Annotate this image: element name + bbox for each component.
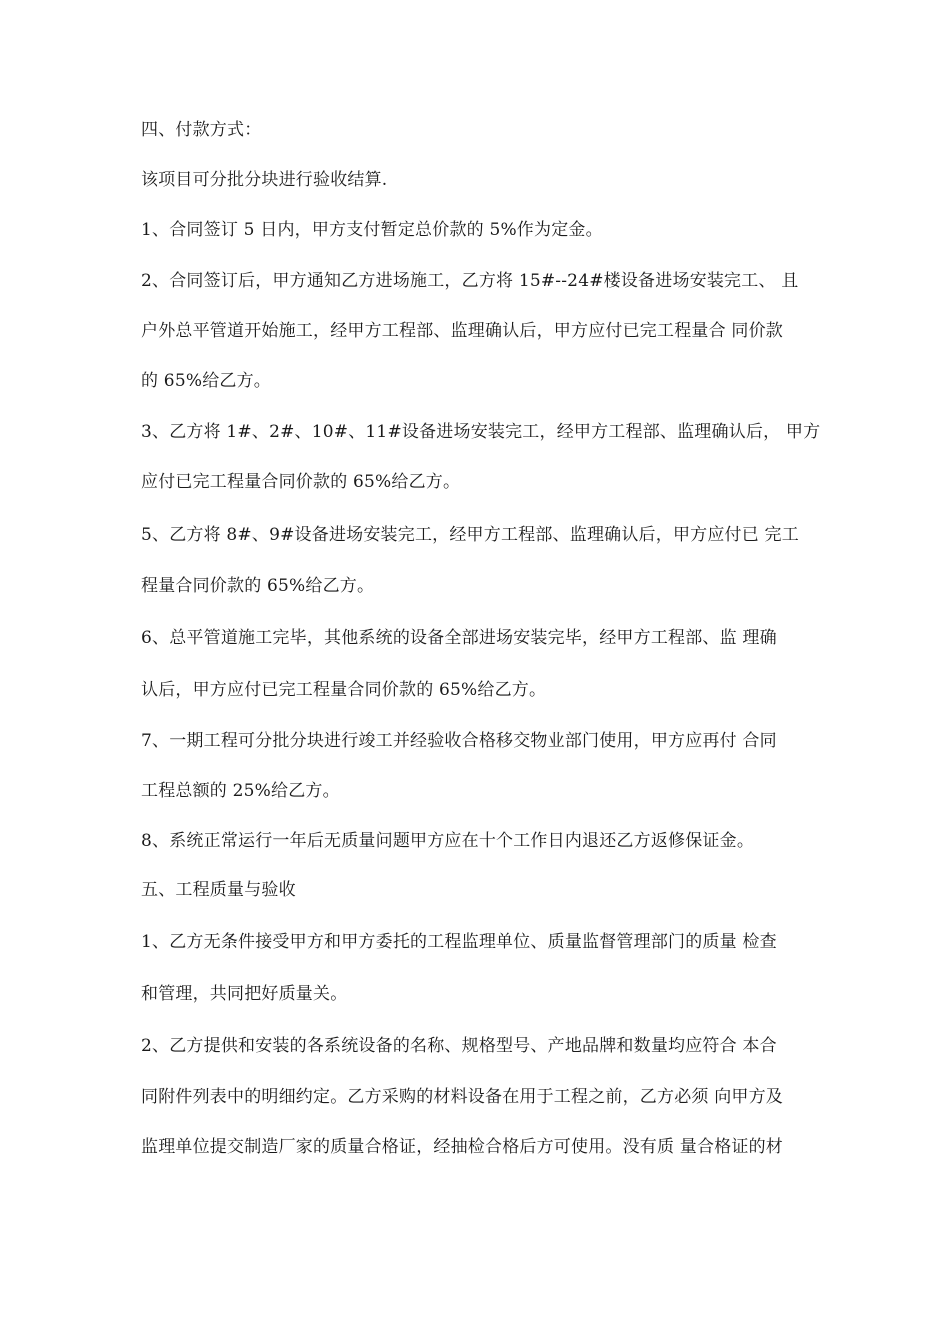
paragraph-line: 7、一期工程可分批分块进行竣工并经验收合格移交物业部门使用，甲方应再付 合同: [141, 731, 777, 751]
paragraph-line: 6、总平管道施工完毕，其他系统的设备全部进场安装完毕，经甲方工程部、监 理确: [141, 628, 777, 648]
paragraph-line: 户外总平管道开始施工，经甲方工程部、监理确认后，甲方应付已完工程量合 同价款: [141, 321, 784, 341]
paragraph-line: 同附件列表中的明细约定。乙方采购的材料设备在用于工程之前，乙方必须 向甲方及: [141, 1087, 784, 1107]
paragraph-line: 8、系统正常运行一年后无质量问题甲方应在十个工作日内退还乙方返修保证金。: [141, 831, 755, 851]
paragraph-line: 应付已完工程量合同价款的 65%给乙方。: [141, 472, 461, 492]
paragraph-line: 2、乙方提供和安装的各系统设备的名称、规格型号、产地品牌和数量均应符合 本合: [141, 1036, 777, 1056]
paragraph-line: 1、乙方无条件接受甲方和甲方委托的工程监理单位、质量监督管理部门的质量 检查: [141, 932, 777, 952]
section-heading-quality: 五、工程质量与验收: [141, 880, 296, 900]
paragraph-line: 监理单位提交制造厂家的质量合格证，经抽检合格后方可使用。没有质 量合格证的材: [141, 1137, 784, 1157]
paragraph-line: 和管理，共同把好质量关。: [141, 984, 348, 1004]
paragraph-line: 1、合同签订 5 日内，甲方支付暂定总价款的 5%作为定金。: [141, 220, 603, 240]
paragraph-line: 该项目可分批分块进行验收结算.: [141, 170, 388, 190]
paragraph-line: 2、合同签订后，甲方通知乙方进场施工，乙方将 15#--24#楼设备进场安装完工、 且: [141, 271, 799, 291]
paragraph-line: 5、乙方将 8#、9#设备进场安装完工，经甲方工程部、监理确认后，甲方应付已 完工: [141, 525, 799, 545]
paragraph-line: 程量合同价款的 65%给乙方。: [141, 576, 375, 596]
paragraph-line: 3、乙方将 1#、2#、10#、11#设备进场安装完工，经甲方工程部、监理确认后， 甲方: [141, 422, 821, 442]
paragraph-line: 认后，甲方应付已完工程量合同价款的 65%给乙方。: [141, 680, 547, 700]
section-heading-payment: 四、付款方式：: [141, 120, 262, 140]
paragraph-line: 的 65%给乙方。: [141, 371, 271, 391]
paragraph-line: 工程总额的 25%给乙方。: [141, 781, 340, 801]
